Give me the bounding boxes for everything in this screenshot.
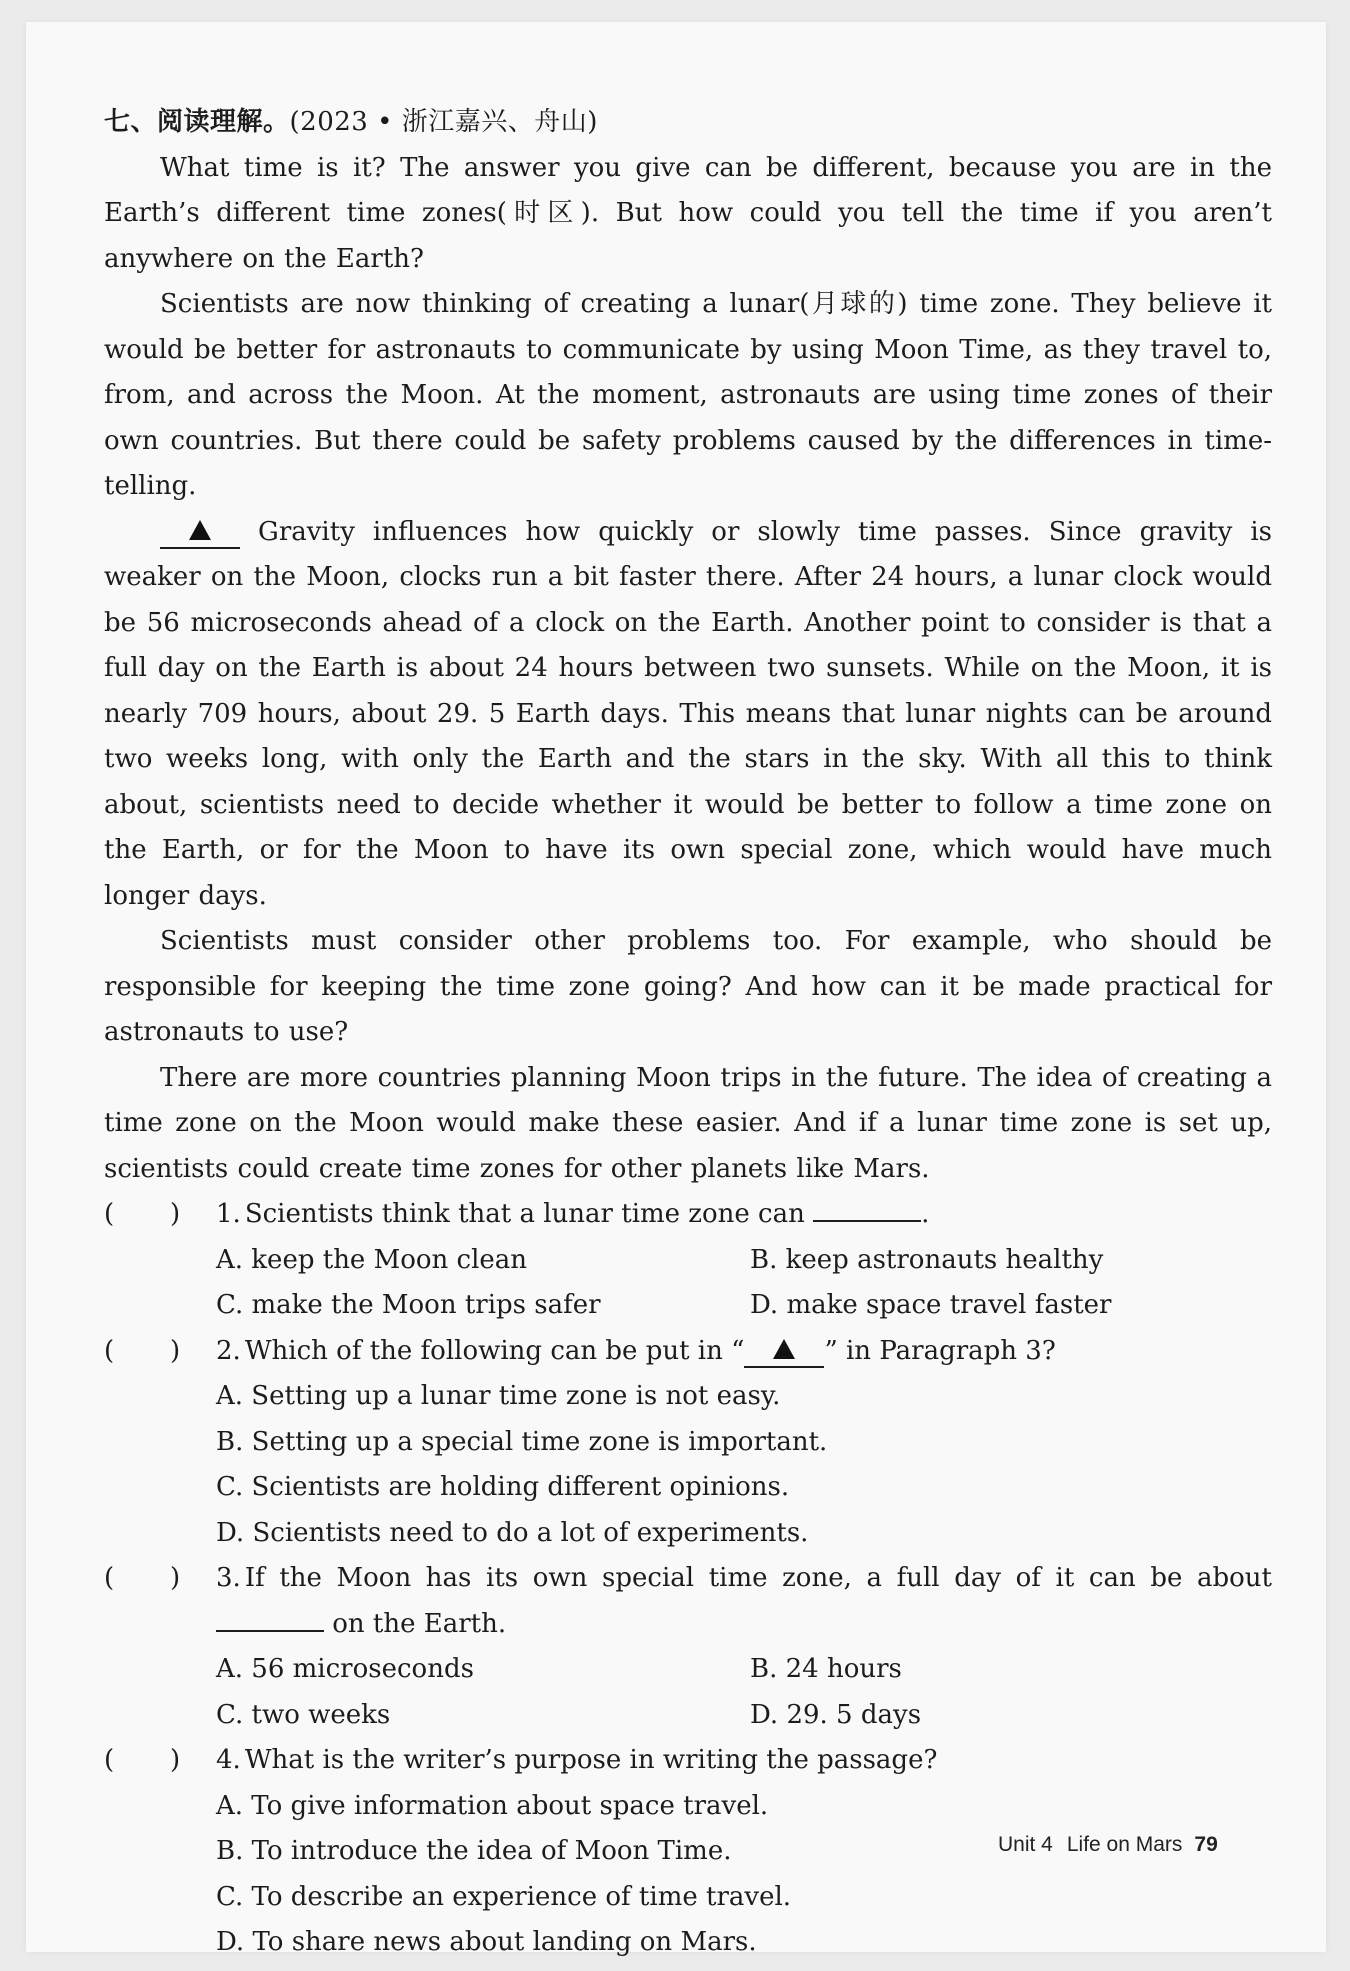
option-b: B. keep astronauts healthy <box>750 1244 1104 1275</box>
section-source: (2023 • 浙江嘉兴、舟山) <box>289 107 598 137</box>
question-4: ( ) 4. What is the writer’s purpose in writing the passage? <box>104 1738 1272 1784</box>
option-b: B. 24 hours <box>750 1654 902 1684</box>
question-2: ( ) 2. Which of the following can be put in “ ” in Paragraph 3? <box>104 1329 1272 1375</box>
option-c: C. To describe an experience of time travel. <box>216 1881 792 1912</box>
paragraph-3-text: Gravity influences how quickly or slowly time passes. Since gravity is weaker on the Moon, clocks run a bit faster there. After 24 hours, a lunar clock would be 56 microseconds ahead of a clock on the Earth. Another point to consider is that a full day on the Earth is about 24 hours between two sunsets. While on the Moon, it is nearly 709 hours, about 29. 5 Earth days. This means that lunar nights can be around two weeks long, with only the Earth and the stars in the sky. With all this to think about, scientists need to decide whether it would be better to follow a time zone on the Earth, or for the Moon to have its own special zone, which would have much longer days. <box>104 516 1272 911</box>
section-title: 七、阅读理解。 <box>104 107 290 137</box>
paragraph-4: Scientists must consider other problems too. For example, who should be responsible for keeping the time zone going? And how can it be made practical for astronauts to use? <box>104 926 1272 1047</box>
option-c: C. Scientists are holding different opinions. <box>216 1472 790 1502</box>
option-c: C. two weeks <box>216 1699 391 1730</box>
triangle-blank <box>160 517 240 549</box>
triangle-icon <box>189 520 211 540</box>
paragraph-5: There are more countries planning Moon trips in the future. The idea of creating a time zone on the Moon would make these easier. And if a lunar time zone is set up, scientists could create time zones for other planets like Mars. <box>104 1062 1272 1184</box>
option-b: B. Setting up a special time zone is important. <box>216 1426 828 1457</box>
section-heading <box>104 100 1272 146</box>
paragraph-2: Scientists are now thinking of creating a lunar(月球的) time zone. They believe it would be better for astronauts to communicate by using Moon Time, as they travel to, from, and across the Moon. At the moment, astronauts are using time zones of their own countries. But there could be safety problems caused by the differences in time-telling. <box>104 289 1272 501</box>
footer-title: Life on Mars <box>1066 1833 1183 1856</box>
question-3-stem: 3. If the Moon has its own special time zone, a full day of it can be about on the Earth. <box>216 1563 1272 1639</box>
paragraph-3 <box>104 510 1272 920</box>
option-a: A. 56 microseconds <box>216 1654 474 1684</box>
question-4-stem: 4. What is the writer’s purpose in writing the passage? <box>216 1745 938 1775</box>
workbook-page <box>26 22 1326 1957</box>
option-c: C. make the Moon trips safer <box>216 1290 601 1320</box>
option-d: D. 29. 5 days <box>750 1699 922 1730</box>
answer-blank <box>813 1194 921 1222</box>
option-a: A. To give information about space travel. <box>216 1790 769 1821</box>
footer-unit: Unit 4 <box>998 1833 1053 1856</box>
page-number: 79 <box>1194 1833 1218 1856</box>
question-1: ( ) 1. Scientists think that a lunar time zone can . <box>104 1192 1272 1238</box>
question-4-options <box>216 1784 1272 1966</box>
option-b: B. To introduce the idea of Moon Time. <box>216 1836 732 1866</box>
question-2-stem: 2. Which of the following can be put in “ ” in Paragraph 3? <box>216 1335 1056 1366</box>
page-content <box>104 100 1272 1966</box>
option-d: D. Scientists need to do a lot of experiments. <box>216 1517 809 1548</box>
question-1-options <box>216 1238 1272 1329</box>
triangle-blank <box>744 1336 824 1368</box>
question-3: ( ) 3. If the Moon has its own special time zone, a full day of it can be about on the Earth. <box>104 1556 1272 1647</box>
triangle-icon <box>773 1339 795 1359</box>
option-a: A. Setting up a lunar time zone is not easy. <box>216 1381 781 1411</box>
page-footer <box>998 1833 1218 1857</box>
option-a: A. keep the Moon clean <box>216 1244 528 1275</box>
answer-blank <box>216 1604 324 1632</box>
question-3-options <box>216 1647 1272 1738</box>
paragraph-1: What time is it? The answer you give can be different, because you are in the Earth’s different time zones(时区). But how could you tell the time if you aren’t anywhere on the Earth? <box>104 152 1272 274</box>
question-2-options <box>216 1374 1272 1556</box>
question-1-stem: 1. Scientists think that a lunar time zone can . <box>216 1192 1272 1238</box>
option-d: D. To share news about landing on Mars. <box>216 1927 757 1957</box>
option-d: D. make space travel faster <box>750 1290 1112 1320</box>
